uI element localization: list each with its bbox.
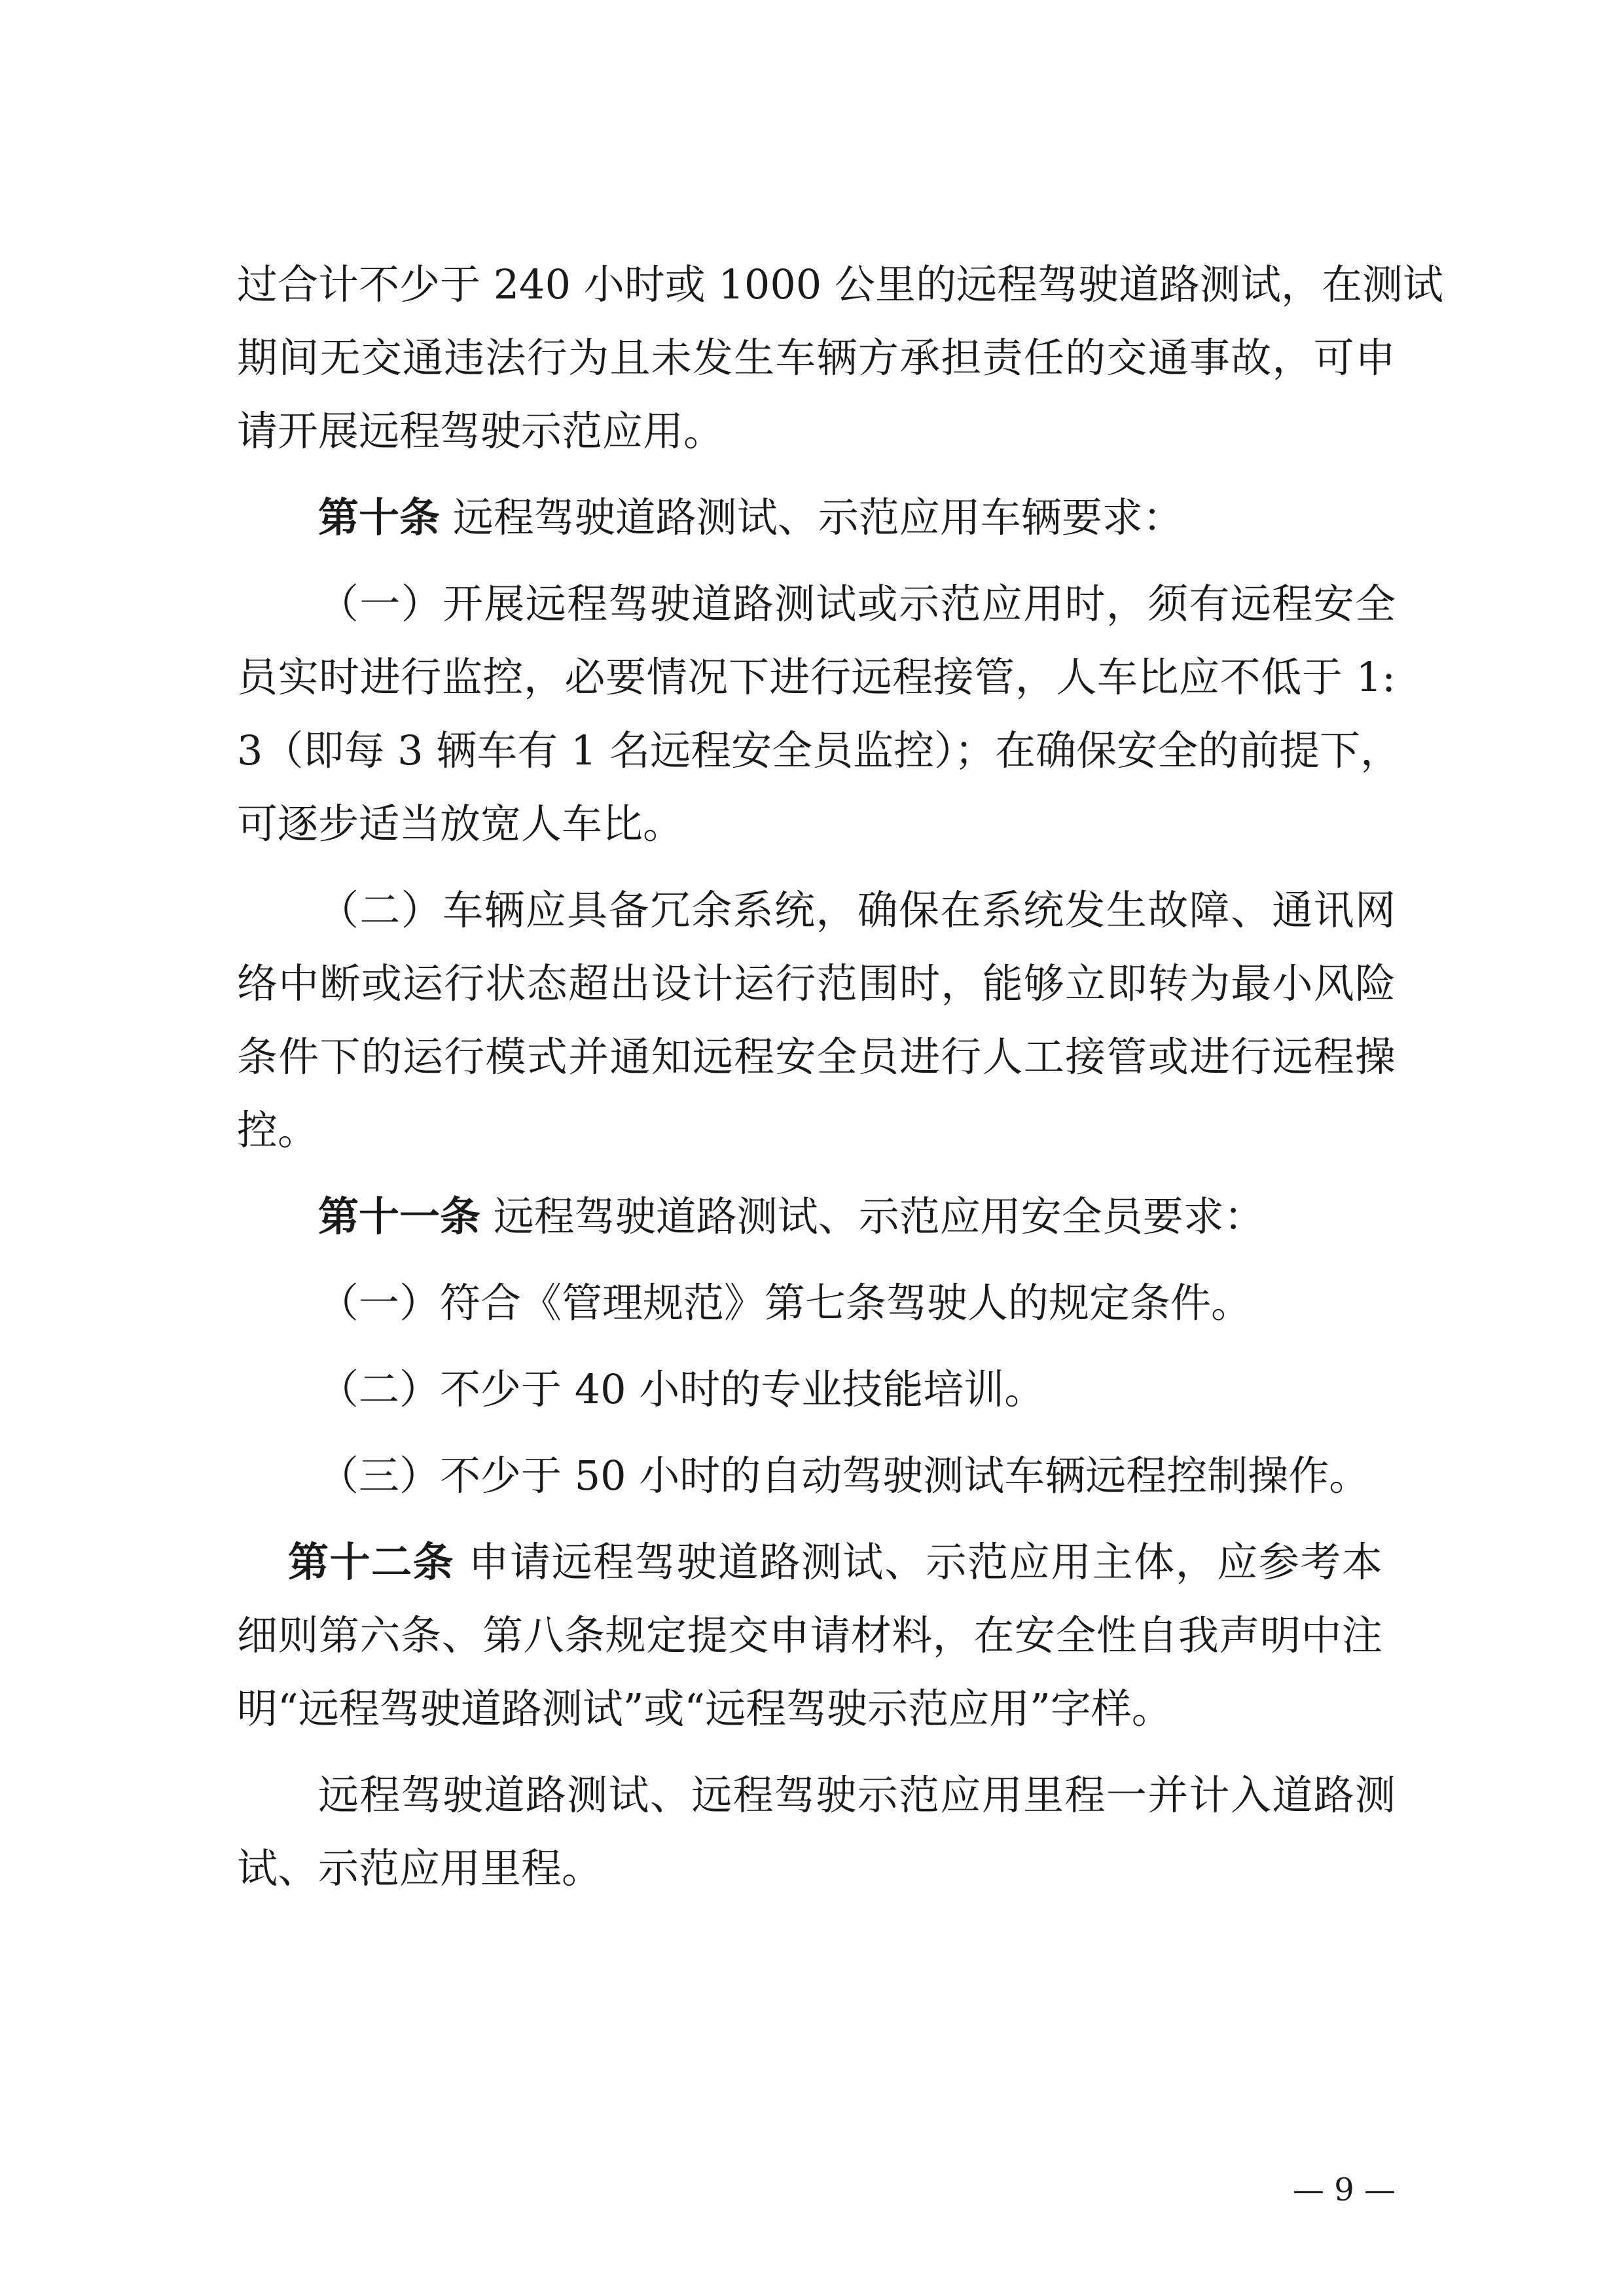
article-10-item-2-line: 条件下的运行模式并通知远程安全员进行人工接管或进行远程操: [237, 1033, 1396, 1081]
article-12-line: 细则第六条、第八条规定提交申请材料，在安全性自我声明中注: [237, 1611, 1382, 1659]
article-12-line: 明“远程驾驶道路测试”或“远程驾驶示范应用”字样。: [237, 1685, 1172, 1732]
article-10-line: [318, 485, 1396, 550]
article-10-heading: 第十条: [318, 493, 441, 541]
paragraph-line: 过合计不少于 240 小时或 1000 公里的远程驾驶道路测试，在测试: [237, 260, 1443, 308]
article-12-text: 申请远程驾驶道路测试、示范应用主体，应参考本: [468, 1538, 1382, 1586]
article-10-item-1-line: 员实时进行监控，必要情况下进行远程接管，人车比应不低于 1:: [237, 653, 1396, 701]
page-number: — 9 —: [1292, 2172, 1396, 2208]
article-10-item-1-line: 可逐步适当放宽人车比。: [237, 800, 684, 848]
article-10-item-2-line: （二）车辆应具备冗余系统，确保在系统发生故障、通讯网: [318, 886, 1396, 934]
article-11-heading: 第十一条: [318, 1193, 481, 1240]
final-paragraph-line: 试、示范应用里程。: [237, 1844, 603, 1892]
article-11-item-3: （三）不少于 50 小时的自动驾驶测试车辆远程控制操作。: [318, 1452, 1370, 1499]
article-10-item-1-line: （一）开展远程驾驶道路测试或示范应用时，须有远程安全: [318, 580, 1396, 628]
article-12-line: [288, 1530, 1382, 1595]
article-11-item-1: （一）符合《管理规范》第七条驾驶人的规定条件。: [318, 1279, 1252, 1327]
article-10-item-2-line: 络中断或运行状态超出设计运行范围时，能够立即转为最小风险: [237, 960, 1396, 1007]
article-11-text: 远程驾驶道路测试、示范应用安全员要求：: [493, 1193, 1265, 1240]
article-10-item-2-line: 控。: [237, 1106, 319, 1154]
article-12-heading: 第十二条: [288, 1538, 455, 1586]
article-10-item-1-line: 3（即每 3 辆车有 1 名远程安全员监控）；在确保安全的前提下，: [237, 726, 1401, 774]
article-10-text: 远程驾驶道路测试、示范应用车辆要求：: [452, 493, 1183, 541]
paragraph-line: 请开展远程驾驶示范应用。: [237, 407, 725, 455]
article-11-line: [318, 1184, 1396, 1249]
paragraph-line: 期间无交通违法行为且未发生车辆方承担责任的交通事故，可申: [237, 334, 1396, 382]
article-11-item-2: （二）不少于 40 小时的专业技能培训。: [318, 1365, 1045, 1413]
final-paragraph-line: 远程驾驶道路测试、远程驾驶示范应用里程一并计入道路测: [318, 1771, 1396, 1819]
